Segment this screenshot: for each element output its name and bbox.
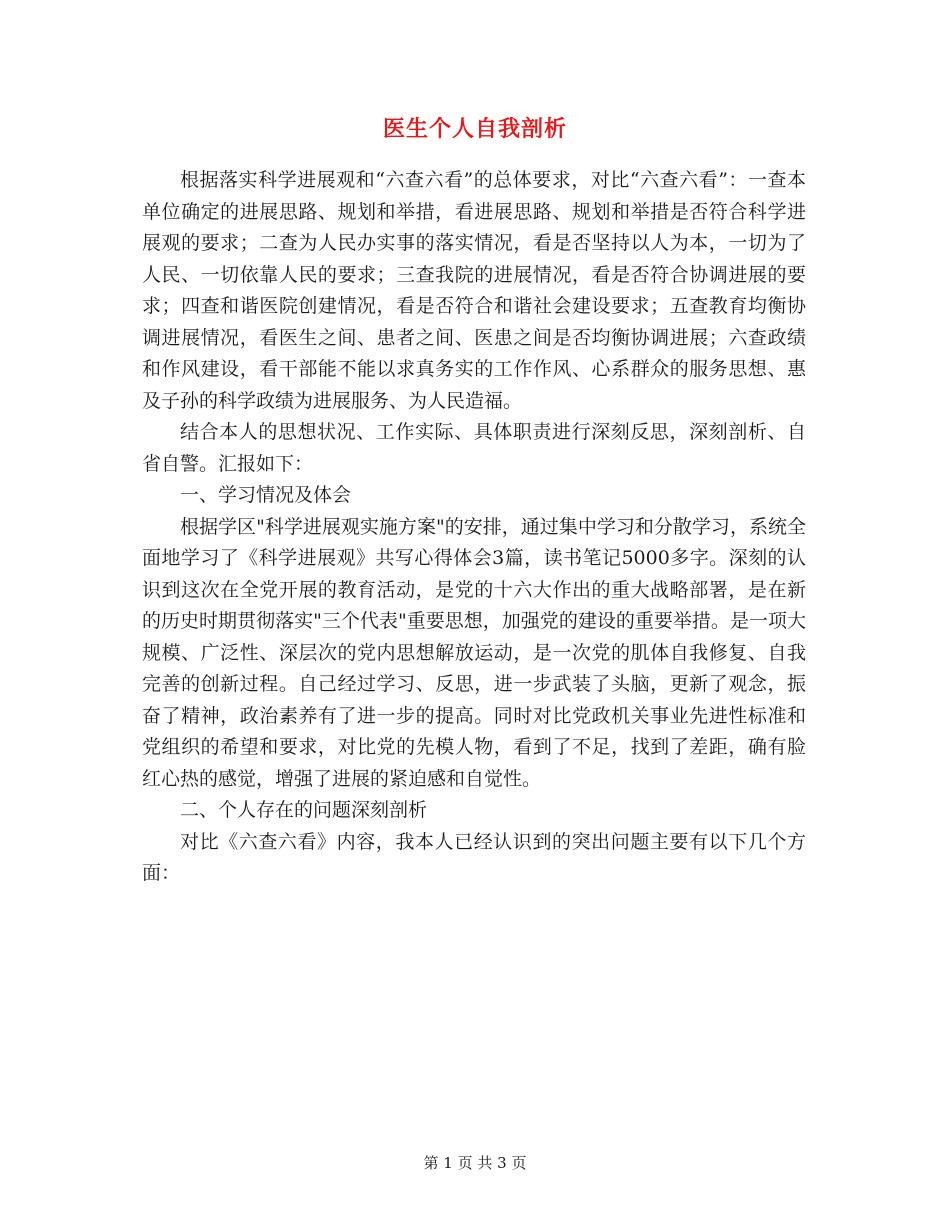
paragraph-intro: 根据落实科学进展观和“六查六看”的总体要求，对比“六查六看”：一查本单位确定的进展思路、规划和举措，看进展思路、规划和举措是否符合科学进展观的要求；二查为人民办实事的落实情况，看是否坚持以人为本，一切为了人民、一切依靠人民的要求；三查我院的进展情况，看是否符合协调进展的要求；四查和谐医院创建情况，看是否符合和谐社会建设要求；五查教育均衡协调进展情况，看医生之间、患者之间、医患之间是否均衡协调进展；六查政绩和作风建设，看干部能不能以求真务实的工作作风、心系群众的服务思想、惠及子孙的科学政绩为进展服务、为人民造福。	[142, 169, 806, 412]
document-body	[142, 165, 806, 890]
document-title: 医生个人自我剖析	[382, 116, 567, 142]
section-heading-study: 一、学习情况及体会	[180, 484, 352, 506]
page-number-footer: 第 1 页 共 3 页	[423, 1154, 527, 1172]
section-heading-problems: 二、个人存在的问题深刻剖析	[180, 799, 428, 821]
paragraph-problems: 对比《六查六看》内容，我本人已经认识到的突出问题主要有以下几个方面：	[142, 830, 806, 884]
paragraph-reflection: 结合本人的思想状况、工作实际、具体职责进行深刻反思，深刻剖析、自省自警。汇报如下：	[142, 421, 806, 475]
paragraph-study: 根据学区"科学进展观实施方案"的安排，通过集中学习和分散学习，系统全面地学习了《科学进展观》共写心得体会3篇，读书笔记5000多字。深刻的认识到这次在全党开展的教育活动，是党的十六大作出的重大战略部署，是在新的历史时期贯彻落实"三个代表"重要思想，加强党的建设的重要举措。是一项大规模、广泛性、深层次的党内思想解放运动，是一次党的肌体自我修复、自我完善的创新过程。自己经过学习、反思，进一步武装了头脑，更新了观念，振奋了精神，政治素养有了进一步的提高。同时对比党政机关事业先进性标准和党组织的希望和要求，对比党的先模人物，看到了不足，找到了差距，确有脸红心热的感觉，增强了进展的紧迫感和自觉性。	[142, 515, 806, 790]
